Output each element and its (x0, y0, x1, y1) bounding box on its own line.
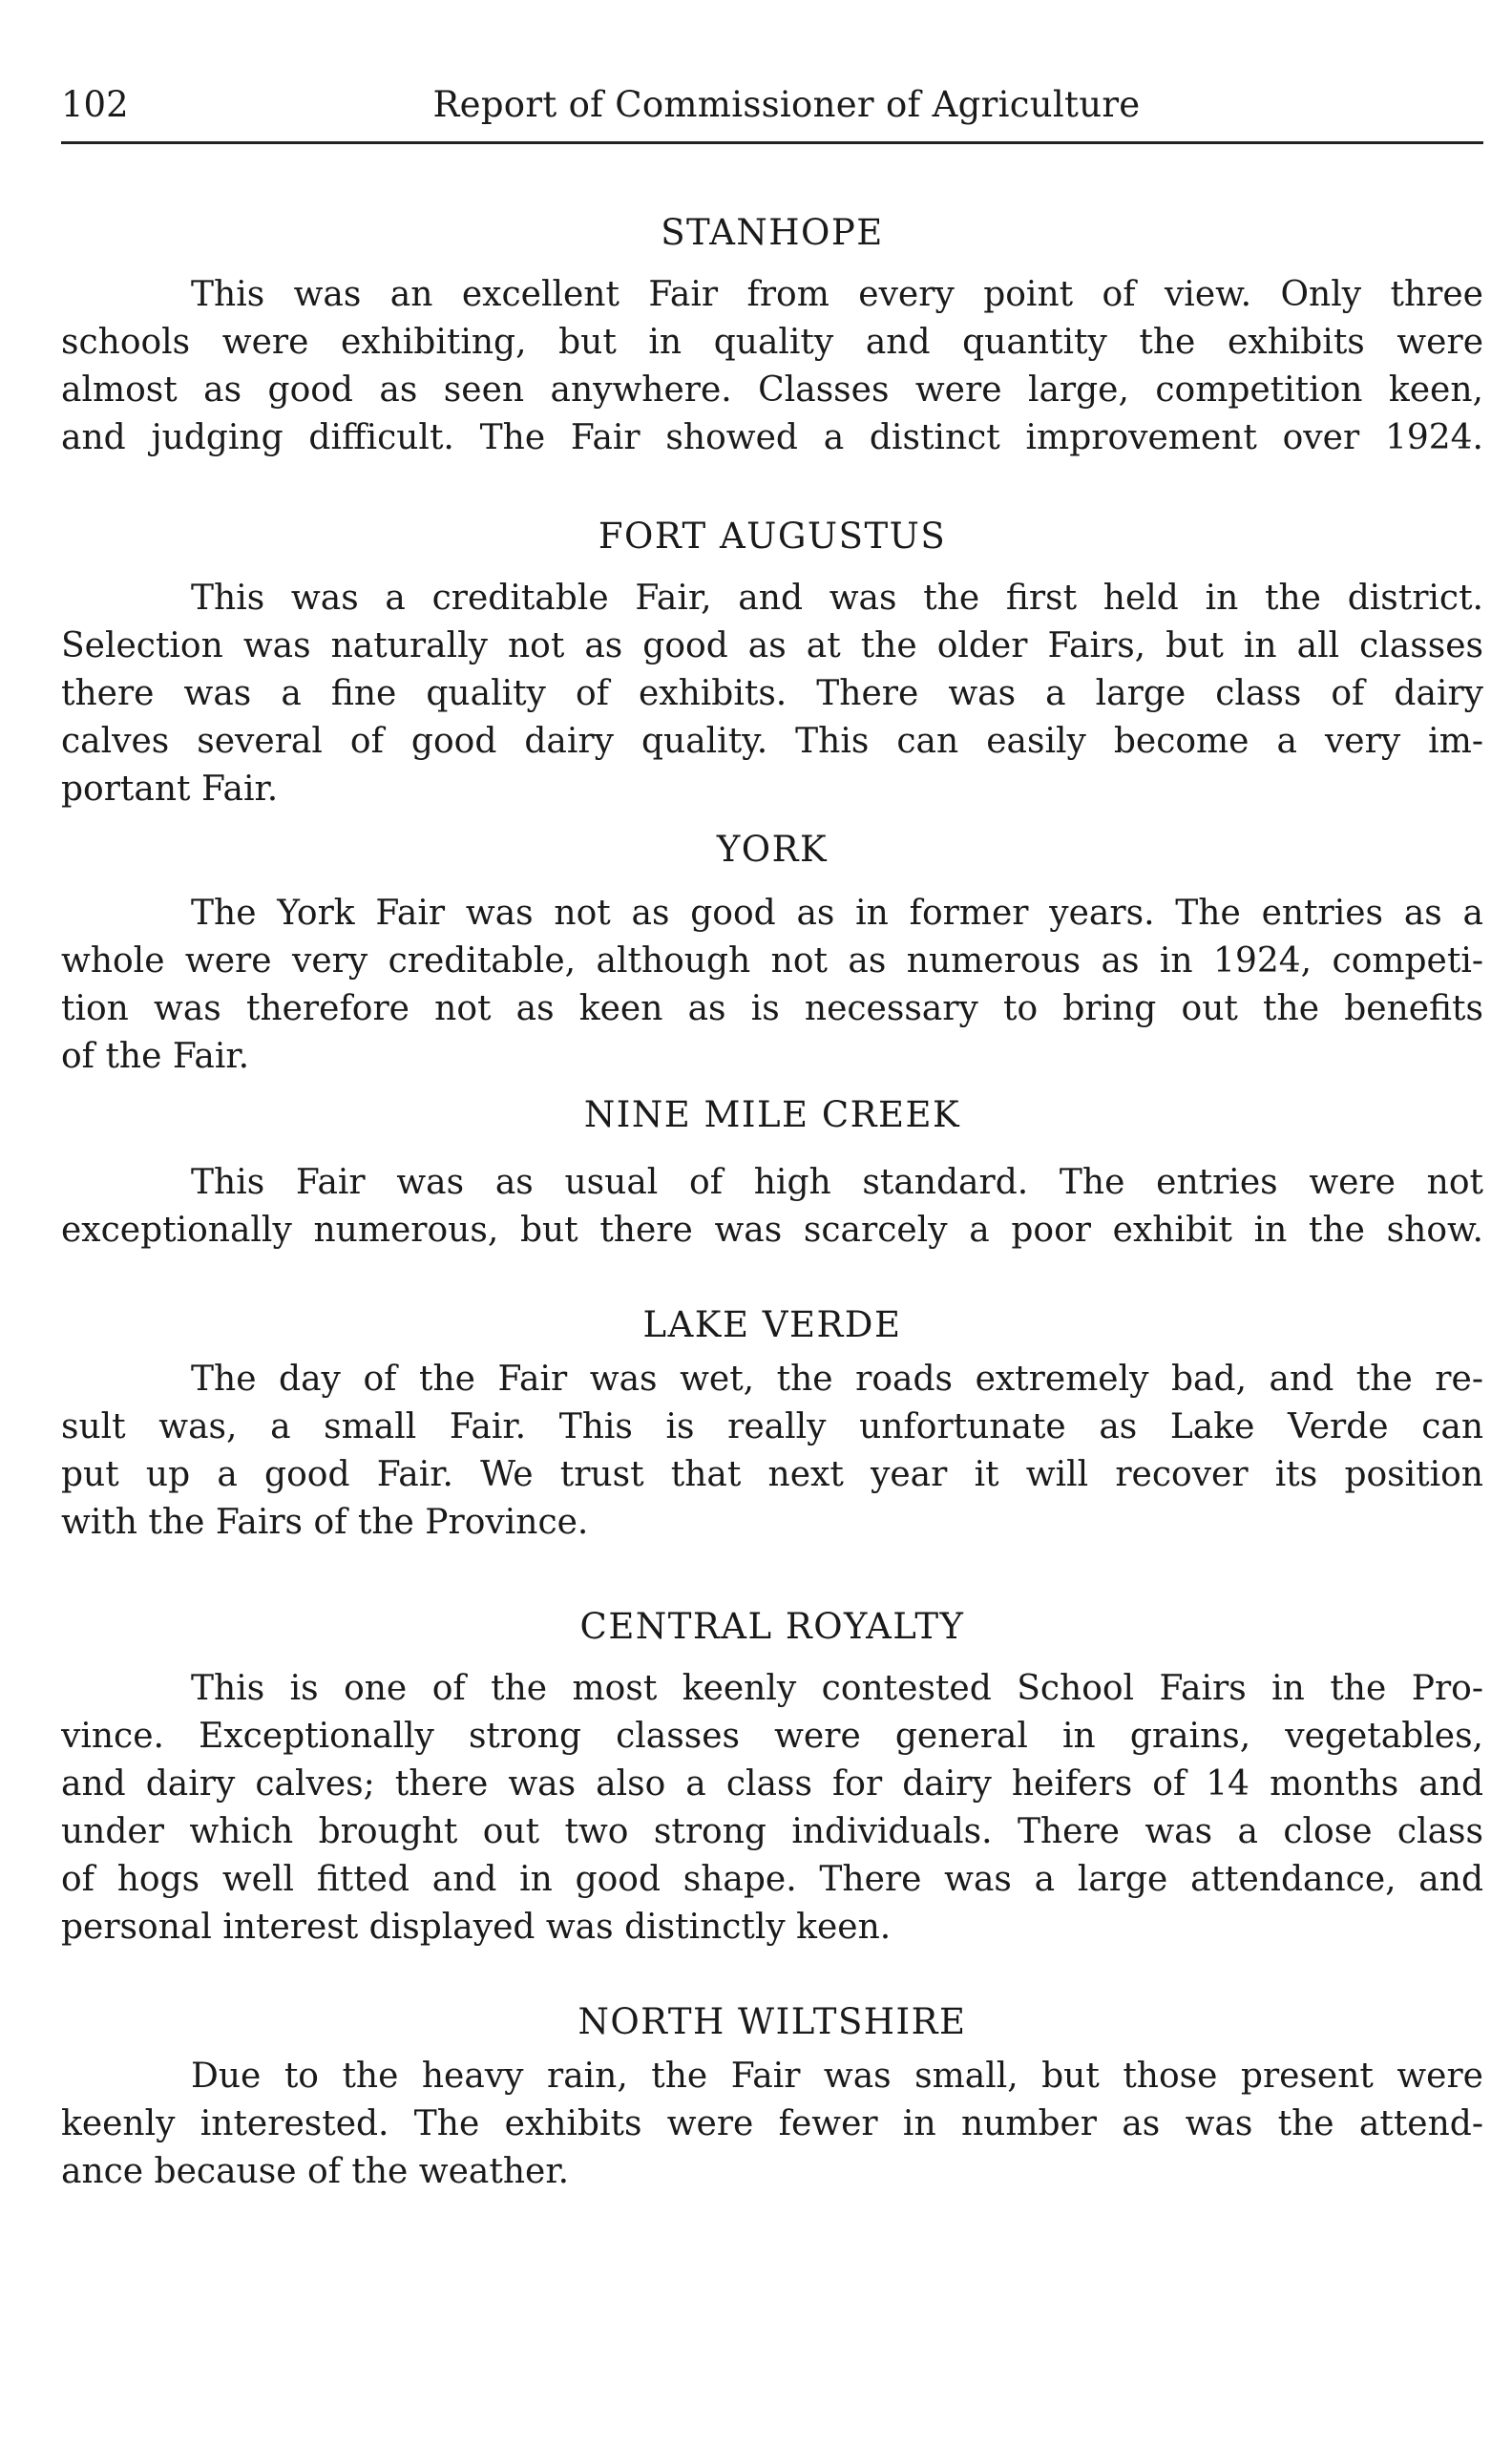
text-line: almost as good as seen anywhere. Classes were large, competition keen, (61, 370, 1483, 410)
text-line: put up a good Fair. We trust that next year it will recover its position (61, 1455, 1483, 1494)
text-line: The day of the Fair was wet, the roads extremely bad, and the re- (191, 1360, 1483, 1399)
section-heading-nine-mile-creek: NINE MILE CREEK (583, 1094, 961, 1135)
page-number: 102 (61, 84, 129, 125)
paragraph-fort-augustus (61, 575, 1483, 813)
text-line: This was an excellent Fair from every point of view. Only three (191, 275, 1483, 314)
text-line: sult was, a small Fair. This is really unfortunate as Lake Verde can (61, 1407, 1483, 1446)
text-line: with the Fairs of the Province. (61, 1503, 589, 1542)
text-line: calves several of good dairy quality. This can easily become a very im- (61, 722, 1483, 761)
paragraph-central-royalty (61, 1665, 1483, 1952)
section-heading-lake-verde: LAKE VERDE (642, 1304, 902, 1345)
text-line: keenly interested. The exhibits were fewer in number as was the attend- (61, 2104, 1483, 2143)
text-line: Selection was naturally not as good as at the older Fairs, but in all classes (61, 626, 1483, 665)
text-line: vince. Exceptionally strong classes were general in grains, vegetables, (61, 1717, 1483, 1756)
running-header (61, 84, 1483, 144)
paragraph-north-wiltshire (61, 2053, 1483, 2196)
text-line: ance because of the weather. (61, 2152, 570, 2191)
text-line: under which brought out two strong individuals. There was a close class (61, 1812, 1483, 1851)
section-heading-stanhope: STANHOPE (661, 212, 884, 253)
text-line: portant Fair. (61, 770, 279, 809)
running-title: Report of Commissioner of Agriculture (432, 84, 1141, 125)
text-line: and dairy calves; there was also a class for dairy heifers of 14 months and (61, 1764, 1483, 1804)
paragraph-nine-mile-creek (61, 1159, 1483, 1255)
section-heading-york: YORK (716, 829, 829, 870)
text-line: exceptionally numerous, but there was scarcely a poor exhibit in the show. (61, 1211, 1483, 1250)
text-line: This Fair was as usual of high standard. The entries were not (191, 1163, 1483, 1202)
paragraph-stanhope (61, 271, 1483, 462)
section-heading-central-royalty: CENTRAL ROYALTY (579, 1606, 965, 1647)
text-line: of hogs well fitted and in good shape. There was a large attendance, and (61, 1860, 1483, 1899)
text-line: there was a fine quality of exhibits. There was a large class of dairy (61, 674, 1483, 713)
text-line: schools were exhibiting, but in quality and quantity the exhibits were (61, 323, 1483, 362)
section-heading-fort-augustus: FORT AUGUSTUS (598, 516, 947, 557)
text-line: The York Fair was not as good as in former years. The entries as a (191, 894, 1483, 933)
text-line: personal interest displayed was distinctly keen. (61, 1908, 892, 1947)
text-line: This is one of the most keenly contested School Fairs in the Pro- (191, 1669, 1483, 1708)
text-line: tion was therefore not as keen as is necessary to bring out the benefits (61, 989, 1483, 1028)
paragraph-york (61, 890, 1483, 1081)
section-heading-north-wiltshire: NORTH WILTSHIRE (578, 2001, 967, 2042)
paragraph-lake-verde (61, 1356, 1483, 1547)
text-line: This was a creditable Fair, and was the first held in the district. (191, 579, 1483, 618)
text-line: of the Fair. (61, 1037, 250, 1076)
text-line: whole were very creditable, although not as numerous as in 1924, competi- (61, 941, 1483, 981)
text-line: Due to the heavy rain, the Fair was small, but those present were (191, 2057, 1483, 2096)
text-line: and judging difficult. The Fair showed a distinct improvement over 1924. (61, 418, 1483, 457)
